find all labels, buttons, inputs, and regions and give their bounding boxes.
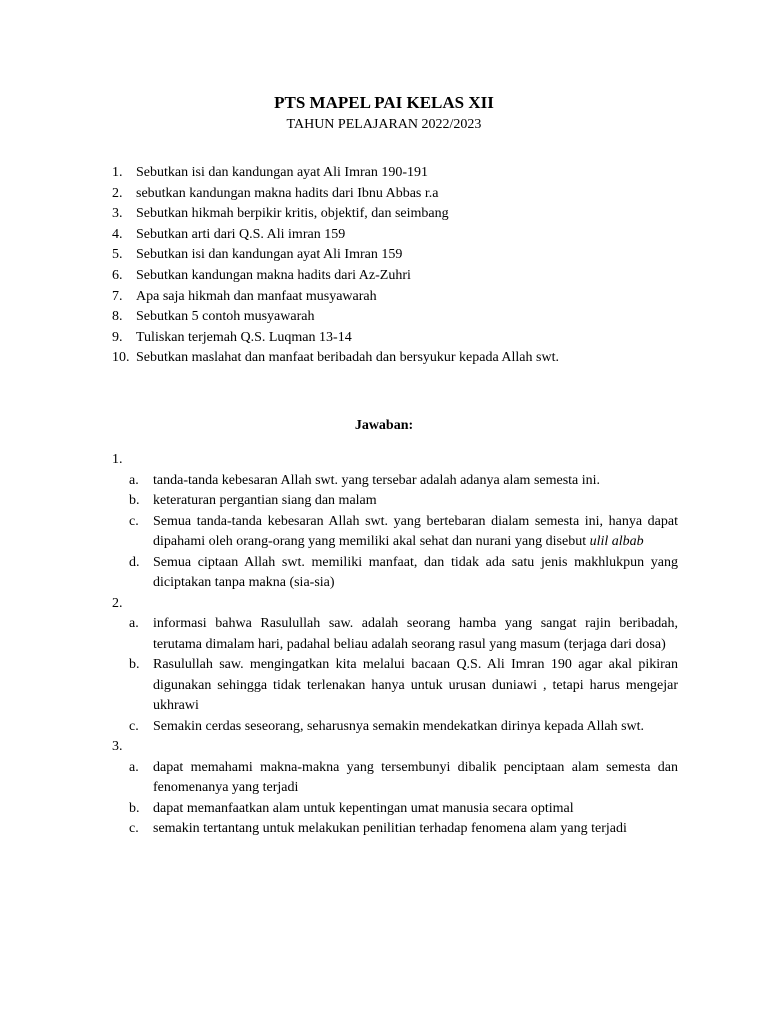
- answer-letter: b.: [129, 657, 140, 672]
- answer-text: informasi bahwa Rasulullah saw. adalah seorang hamba yang sangat rajin beribadah, terutama dimalam hari, padahal beliau adalah seorang rasul yang masum (terjaga dari dosa): [153, 616, 678, 652]
- question-text: sebutkan kandungan makna hadits dari Ibnu Abbas r.a: [136, 185, 439, 201]
- question-item: [112, 348, 672, 369]
- answer-text: Semua tanda-tanda kebesaran Allah swt. yang bertebaran dialam semesta ini, hanya dapat dipahami oleh orang-orang yang memiliki akal sehat dan nurani yang disebut: [153, 513, 678, 549]
- answer-letter: c.: [129, 718, 139, 734]
- answer-number: 1.: [112, 452, 123, 467]
- question-text: Sebutkan kandungan makna hadits dari Az-Zuhri: [136, 267, 411, 283]
- answer-letter: a.: [129, 472, 139, 488]
- answer-item: [112, 512, 678, 553]
- question-text: Apa saja hikmah dan manfaat musyawarah: [136, 288, 377, 304]
- answer-letter: c.: [129, 821, 139, 836]
- document-title: PTS MAPEL PAI KELAS XII: [274, 93, 494, 112]
- answer-text: Semakin cerdas seseorang, seharusnya semakin mendekatkan dirinya kepada Allah swt.: [153, 718, 645, 734]
- question-text: Sebutkan isi dan kandungan ayat Ali Imran 159: [136, 247, 403, 263]
- question-number: 9.: [112, 329, 123, 345]
- answer-sub-list: [112, 614, 678, 737]
- answer-italic-term: ulil albab: [589, 534, 644, 549]
- answer-letter: a.: [129, 616, 139, 631]
- answer-item: [112, 491, 678, 512]
- answer-item: [112, 758, 678, 799]
- question-number: 10.: [112, 350, 130, 366]
- answer-text: dapat memahami makna-makna yang tersembunyi dibalik penciptaan alam semesta dan fenomenanya yang terjadi: [153, 759, 678, 795]
- answer-text: dapat memanfaatkan alam untuk kepentingan umat manusia secara optimal: [153, 800, 574, 816]
- answers-heading: Jawaban:: [354, 418, 414, 433]
- answer-item: [112, 655, 678, 717]
- question-text: Sebutkan arti dari Q.S. Ali imran 159: [136, 226, 346, 242]
- question-item: [112, 266, 672, 287]
- question-text: Sebutkan isi dan kandungan ayat Ali Imran 190-191: [136, 165, 428, 180]
- question-item: [112, 307, 672, 328]
- document-subtitle: TAHUN PELAJARAN 2022/2023: [286, 117, 482, 132]
- answer-item: [112, 799, 678, 820]
- question-number: 8.: [112, 309, 123, 325]
- question-item: [112, 184, 672, 205]
- answer-text: keteraturan pergantian siang dan malam: [153, 493, 377, 508]
- question-text: Sebutkan 5 contoh musyawarah: [136, 309, 315, 325]
- answer-letter: c.: [129, 513, 139, 529]
- answer-item: [112, 471, 678, 492]
- answer-text: semakin tertantang untuk melakukan penilitian terhadap fenomena alam yang terjadi: [153, 821, 627, 836]
- answer-block: [112, 450, 678, 594]
- answer-letter: b.: [129, 493, 140, 508]
- answer-block: [112, 737, 678, 840]
- answer-sub-list: [112, 758, 678, 840]
- answer-item: [112, 717, 678, 738]
- answer-item: [112, 553, 678, 594]
- answer-letter: a.: [129, 759, 139, 775]
- question-number: 1.: [112, 165, 123, 180]
- question-number: 4.: [112, 226, 123, 242]
- question-number: 6.: [112, 267, 123, 283]
- question-item: [112, 204, 672, 225]
- question-number: 7.: [112, 288, 123, 304]
- question-item: [112, 163, 672, 184]
- answer-number: 3.: [112, 739, 123, 754]
- answer-item: [112, 614, 678, 655]
- answer-item: [112, 819, 678, 840]
- answer-text-with-term: [153, 512, 678, 553]
- question-number: 3.: [112, 206, 123, 222]
- question-item: [112, 225, 672, 246]
- answer-letter: d.: [129, 554, 140, 570]
- question-text: Tuliskan terjemah Q.S. Luqman 13-14: [136, 329, 352, 345]
- question-item: [112, 287, 672, 308]
- answer-number: 2.: [112, 595, 123, 611]
- question-text: Sebutkan maslahat dan manfaat beribadah dan bersyukur kepada Allah swt.: [136, 350, 559, 366]
- question-item: [112, 245, 672, 266]
- question-item: [112, 328, 672, 349]
- answer-text: Rasulullah saw. mengingatkan kita melalui bacaan Q.S. Ali Imran 190 agar akal pikiran digunakan sehingga tidak terlenakan hanya untuk urusan duniawi , tetapi harus mengejar ukhrawi: [153, 657, 678, 713]
- answer-text: tanda-tanda kebesaran Allah swt. yang tersebar adalah adanya alam semesta ini.: [153, 472, 601, 488]
- answer-sub-list: [112, 471, 678, 594]
- question-list: [112, 163, 672, 369]
- answer-list: [112, 450, 678, 840]
- answer-letter: b.: [129, 800, 140, 816]
- question-number: 5.: [112, 247, 123, 263]
- question-text: Sebutkan hikmah berpikir kritis, objektif, dan seimbang: [136, 206, 449, 222]
- answer-block: [112, 594, 678, 738]
- question-number: 2.: [112, 185, 123, 201]
- answer-text: Semua ciptaan Allah swt. memiliki manfaat, dan tidak ada satu jenis makhlukpun yang diciptakan tanpa makna (sia-sia): [153, 554, 678, 590]
